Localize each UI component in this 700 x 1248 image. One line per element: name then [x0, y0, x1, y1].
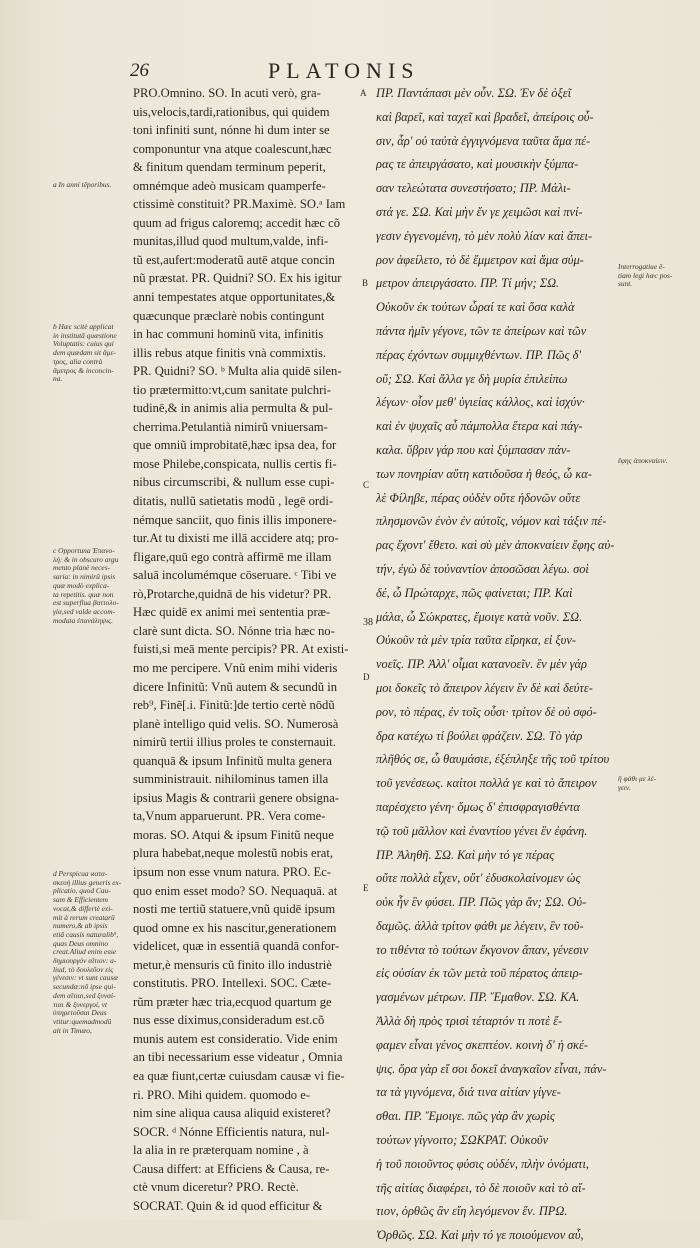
margin-note-line: tiam legi hæc pos- — [618, 270, 673, 280]
greek-line: πλῆθός σε, ὦ θαυμάσιε, ἐξέπληξε τῆς τοῦ τρίτου — [376, 752, 610, 767]
margin-note-line: γειν. — [618, 782, 632, 792]
latin-line: ctè vnum diceretur? PRO. Rectè. — [133, 1180, 299, 1195]
greek-line: τήν, ἐγὼ δὲ τοὐναντίον ἀποσῶσαι λέγω. σοὶ — [376, 561, 589, 576]
margin-note-line: quæ modò explica- — [53, 580, 110, 590]
margin-note-line: dem quædam sit ἄμε- — [53, 348, 116, 358]
margin-note-line: mit à rerum creatarū — [53, 912, 115, 922]
greek-line: τούτων γίγνοιτο; ΣΩΚΡΑΤ. Οὐκοῦν — [376, 1133, 549, 1148]
greek-line: στά γε. ΣΩ. Καὶ μὴν ἔν γε χειμῶσι καὶ πνί- — [376, 204, 583, 219]
greek-line: των πονηρίαν αὕτη κατιδοῦσα ἡ θεός, ὦ κα- — [376, 466, 592, 481]
margin-note-line: sunt. — [618, 279, 633, 289]
latin-line: mo me percipere. Vnũ enim mihi videris — [133, 660, 338, 675]
stephanus-number: 38 — [363, 617, 373, 628]
greek-line: καὶ βαρεῖ, καὶ ταχεῖ καὶ βραδεῖ, ἀπείροις οὖ- — [376, 109, 594, 124]
latin-line: tudinē,& in animis alia permulta & pul- — [133, 401, 333, 416]
latin-line: cherrima.Petulantià nimirũ vniuersam- — [133, 419, 328, 434]
latin-line: ea quæ fiunt,certæ cuiusdam causæ vi fie- — [133, 1068, 345, 1083]
greek-line: Ἀλλὰ δὴ πρὸς τρισὶ τέταρτόν τι ποτὲ ἔ- — [376, 1014, 563, 1029]
greek-line: δρα κατέχω τί βούλει φράζειν. ΣΩ. Τὸ γὰρ — [376, 728, 583, 743]
greek-line: τοῦ γενέσεως. καίτοι πολλά γε καὶ τὸ ἄπειρον — [376, 776, 597, 791]
latin-line: ipsum non esse vnum natura. PRO. Ec- — [133, 864, 331, 879]
latin-line: tũ est,aufert:moderatũ autē atque concin — [133, 252, 335, 267]
greek-line: παρέσχετο γένη· ὅμως δ' ἐπισφραγισθέντα — [376, 799, 580, 814]
latin-line: fligare,quū ego contrà affirmē me illam — [133, 549, 332, 564]
margin-note-line: plicatio, quod Cau- — [53, 886, 111, 896]
margin-note-line: ὑπηρετοῦσαι Deus — [53, 1008, 107, 1018]
greek-text-column — [376, 82, 616, 1248]
latin-line: Causa differt: at Efficiens & Causa, re- — [133, 1161, 330, 1176]
margin-note-line: vocat,& differtè exi- — [53, 903, 113, 913]
page-number: 26 — [130, 60, 149, 81]
greek-line: λὲ Φίληβε, πέρας οὐδὲν οὔτε ἡδονῶν οὔτε — [376, 490, 581, 505]
margin-note-line: ta repetitis. quæ non — [53, 589, 114, 599]
latin-line: toni infiniti sunt, nónne hi dum inter se — [133, 123, 330, 138]
greek-line: φαμεν εἶναι γένος σκεπτέον. κοινὴ δ' ἡ σκέ- — [376, 1037, 589, 1052]
greek-line: ρας ἔχοντ' ἔθετο. καὶ σὺ μὲν ἀποκναίειν ἔφης αὐ- — [376, 538, 615, 553]
latin-line: quum ad frigus caloremq; accedit hæc cõ — [133, 215, 341, 230]
latin-line: illis rebus atque finitis vnà commixtis. — [133, 345, 327, 360]
greek-line: ἡ τοῦ ποιοῦντος φύσις οὐδέν, πλὴν ὀνόματι, — [376, 1156, 589, 1171]
latin-line: mose Philebe,conspicata, nullis certis fi- — [133, 456, 337, 471]
margin-note-a — [53, 181, 111, 190]
greek-line: ρας τε ἀπειργάσατο, καὶ μουσικὴν ξύμπα- — [376, 157, 579, 172]
greek-line: εἰς οὐσίαν ἐκ τῶν μετὰ τοῦ πέρατος ἀπειρ- — [376, 966, 583, 981]
greek-line: ρον ἀφείλετο, τὸ δὲ ἔμμετρον καὶ ἅμα σύμ- — [376, 252, 584, 267]
latin-line: que omniũ improbitatē,hæc ipsa dea, for — [133, 438, 337, 453]
latin-line: saluā incolumémque cōseruare. ᶜ Tibi ve — [133, 568, 337, 583]
column-letter-c: C — [363, 480, 370, 490]
greek-line: το τιθέντα τὸ τούτων ἔκγονον ἅπαν, γένεσιν — [376, 942, 589, 957]
greek-line: μοι δοκεῖς τὸ ἄπειρον λέγειν ἓν δὲ καὶ δεύτε- — [376, 680, 593, 695]
greek-line: σιν, ἆρ' οὐ ταὐτὰ ἐγγιγνόμενα ταῦτα ἅμα πέ- — [376, 133, 591, 148]
latin-line: constitutis. PRO. Intellexi. SOC. Cæte- — [133, 976, 332, 991]
latin-line: uis,velocis,tardi,rationibus, qui quidem — [133, 104, 330, 119]
margin-note-line: σκευή illius generis ex- — [53, 877, 122, 887]
latin-line: nũ præstat. PR. Quidni? SO. Ex his igitur — [133, 271, 342, 286]
greek-line: σθαι. ΠΡ. Ἔμοιγε. πῶς γὰρ ἂν χωρὶς — [376, 1109, 555, 1124]
margin-note-line: dem αἴτιαι,sed ξυναί- — [53, 990, 116, 1000]
greek-line: γασμένων μέτρων. ΠΡ. Ἔμαθον. ΣΩ. ΚΑ. — [376, 990, 580, 1005]
greek-line: δέ, ὦ Πρώταρχε, πῶς φαίνεται; ΠΡ. Καὶ — [376, 585, 573, 600]
margin-note-line: modata ἐπανάληψις. — [53, 615, 114, 625]
latin-line: ta,Vnum apparuerunt. PR. Vera come- — [133, 809, 326, 824]
margin-note-line: liud, τὸ δουλεῦον εἰς — [53, 964, 114, 974]
latin-line: moras. SO. Atqui & ipsum Finitũ neque — [133, 827, 334, 842]
greek-line: οὔτε πολλὰ εἶχεν, οὔτ' ἐδυσκολαίνομεν ὡς — [376, 871, 581, 886]
margin-note-interrogative — [618, 263, 672, 289]
margin-note-line: Voluptatis: cuius qui — [53, 339, 114, 349]
margin-note-line: τιαι & ξυνεργοί, vt — [53, 999, 108, 1009]
column-letter-a: A — [360, 88, 367, 98]
greek-line: πλησμονῶν ἐνὸν ἐν αὐτοῖς, νόμον καὶ τάξιν πέ- — [376, 514, 607, 529]
margin-note-line: quas Deus omnino — [53, 938, 109, 948]
latin-line: quæcunque præclarè nobis contingunt — [133, 308, 325, 323]
greek-line: μάλα, ὦ Σώκρατες, ἔμοιγε κατὰ νοῦν. ΣΩ. — [376, 609, 583, 624]
greek-line: νοεῖς. ΠΡ. Ἀλλ' οἶμαι κατανοεῖν. ἓν μὲν γάρ — [376, 657, 587, 672]
margin-note-line: etiā causis naturalib⁹, — [53, 929, 119, 939]
margin-note-line: ἄμετρος & inconcin- — [53, 365, 114, 375]
latin-line: rò,Protarche,quidnā de his videtur? PR. — [133, 586, 332, 601]
latin-line: nus esse diximus,consideradum est.cõ — [133, 1013, 325, 1028]
greek-line: σαν τελεώτατα συνεστήσατο; ΠΡ. Μάλι- — [376, 181, 571, 196]
margin-note-line: est superflua βαττολο- — [53, 598, 119, 608]
greek-line: Οὐκοῦν τὰ μὲν τρία ταῦτα εἴρηκα, εἰ ξυν- — [376, 633, 576, 648]
latin-line: nosti me tertiũ statuere,vnũ quidē ipsum — [133, 902, 336, 917]
latin-line: ditatis, nullũ satietatis modũ , legē ordi- — [133, 494, 334, 509]
latin-line: sumministrauit. nihilominus tamen illa — [133, 772, 329, 787]
latin-line: nimirũ tertii illius proles te consternauit. — [133, 735, 336, 750]
margin-note-line: λή: & in obscuro argu — [53, 554, 119, 564]
greek-line: Οὐκοῦν ἐκ τούτων ὧραί τε καὶ ὅσα καλὰ — [376, 300, 575, 315]
latin-line: omnémque adeò musicam quamperfe- — [133, 178, 326, 193]
margin-note-d — [53, 870, 121, 1035]
greek-line: πάντα ἡμῖν γέγονε, τῶν τε ἀπείρων καὶ τῶν — [376, 323, 587, 338]
latin-line: Hæc quidē ex animi mei sententia præ- — [133, 605, 331, 620]
greek-line: γεσιν ἐγγενομένη, τὸ μὲν πολὺ λίαν καὶ ἄπει- — [376, 228, 593, 243]
greek-line: ΠΡ. Ἀληθῆ. ΣΩ. Καὶ μὴν τό γε πέρας — [376, 847, 555, 862]
latin-line: PR. Quidni? SO. ᵇ Multa alia quidē silen- — [133, 364, 342, 379]
margin-note-line: a In anni tēporibus. — [53, 180, 112, 189]
margin-note-line: τρος, alia contrà — [53, 356, 103, 366]
greek-line: τῆς αἰτίας διαφέρει, τὸ δὲ ποιοῦν καὶ τὸ αἴ- — [376, 1180, 586, 1195]
greek-line: μετρον ἀπειργάσατο. ΠΡ. Τί μήν; ΣΩ. — [376, 276, 560, 291]
latin-line: ri. PRO. Mihi quidem. quomodo e- — [133, 1087, 311, 1102]
latin-line: clarè sunt dicta. SO. Nónne tria hæc no- — [133, 623, 335, 638]
latin-line: munis autem est consideratio. Vide enim — [133, 1031, 338, 1046]
greek-line: τα τὰ γιγνόμενα, διά τινα αἰτίαν γίγνε- — [376, 1085, 561, 1100]
margin-note-b — [53, 323, 117, 384]
latin-line: la alia in re præterquam nomine , à — [133, 1143, 309, 1158]
running-title: PLATONIS — [268, 58, 420, 83]
latin-line: ipsius Magis & contrarii genere obsigna- — [133, 790, 340, 805]
latin-line: nibus circumscribi, & nullum esse cupi- — [133, 475, 335, 490]
margin-note-line: δημιουργόν αἴτιον: a- — [53, 956, 117, 966]
latin-line: quanquā & ipsum Infinitũ multa genera — [133, 753, 333, 768]
greek-line: ψις. ὅρα γὰρ εἴ σοι δοκεῖ ἀναγκαῖον εἶναι, πάν- — [376, 1061, 607, 1076]
margin-note-line: ἢ φάθι με λέ- — [618, 774, 657, 783]
column-letter-e: E — [363, 883, 369, 893]
greek-line: τῷ τοῦ μᾶλλον καὶ ἐναντίου γένει ἓν ἐφάνη. — [376, 823, 588, 838]
latin-line: tur.At tu dixisti me illā accidere atq; pro- — [133, 531, 339, 546]
latin-line: & finitum quendam terminum peperit, — [133, 160, 326, 175]
latin-translation-column — [133, 84, 365, 1215]
margin-note-line: na. — [53, 374, 63, 384]
greek-line: καλα. ὕβριν γάρ που καὶ ξύμπασαν πάν- — [376, 442, 571, 457]
greek-line: Ὀρθῶς. ΣΩ. Καὶ μὴν τό γε ποιούμενον αὖ, — [376, 1228, 584, 1243]
greek-line: πέρας ἐχόντων συμμιχθέντων. ΠΡ. Πῶς δ' — [376, 347, 582, 362]
column-letter-b: B — [362, 278, 369, 288]
latin-line: reb⁹, Finē[.i. Finitũ:]de tertio certè nōdũ — [133, 698, 335, 713]
margin-note-line: creat.Aliud enim esse — [53, 947, 117, 957]
margin-note-line: γία,sed valde accom- — [53, 606, 115, 616]
latin-line: ctissimè constituit? PR.Maximè. SO.ᵃ Iam — [133, 197, 346, 212]
greek-line: λέγων· οἷον μεθ' ὑγιείας κάλλος, καὶ ἰσχύν· — [376, 395, 585, 410]
latin-line: tio prætermitto:vt,cum sanitate pulchri- — [133, 382, 331, 397]
latin-line: planè intelligo quid velis. SO. Numerosà — [133, 716, 339, 731]
margin-note-line: c Opportuna Ἐπανο- — [53, 546, 115, 555]
margin-note-line: ait in Timæo, — [53, 1025, 92, 1035]
margin-note-line: saria: in nimirū ipsis — [53, 572, 116, 582]
latin-line: quod omne ex his nascitur,generationem — [133, 920, 337, 935]
latin-line: SOCR. ᵈ Nónne Efficientis natura, nul- — [133, 1124, 330, 1139]
margin-note-line: mento planè neces- — [53, 563, 111, 573]
greek-line: δαμῶς. ἀλλὰ τρίτον φάθι με λέγειν, ἓν τοῦ- — [376, 918, 584, 933]
latin-line: SOCRAT. Quin & id quod efficitur & — [133, 1198, 323, 1213]
margin-note-line: numero,& ab ipsis — [53, 921, 108, 931]
latin-line: munitas,illud quod multum,valde, infi- — [133, 234, 329, 249]
latin-line: dicere Infinitũ: Vnũ autem & secundũ in — [133, 679, 338, 694]
latin-line: rũm præter hæc tria,ecquod quartum ge — [133, 994, 332, 1009]
latin-line: componuntur vna atque coalescunt,hæc — [133, 141, 332, 156]
latin-line: quo enim esset modo? SO. Nequaquā. at — [133, 883, 338, 898]
margin-note-line: secundæ:nō ipse qui- — [53, 982, 116, 992]
margin-note-line: vtitur:quemadmodū — [53, 1016, 112, 1026]
margin-note-line: sam & Efficientem — [53, 895, 109, 905]
latin-line: in hac communi hominũ vita, infinitis — [133, 327, 324, 342]
margin-note-line: in institutā quæstione — [53, 330, 117, 340]
latin-line: metur,è mensuris cũ finito illo industriè — [133, 957, 332, 972]
margin-note-line: γένεσιν: vt sunt causæ — [53, 973, 119, 983]
latin-line: an tibi necessarium esse videatur , Omnia — [133, 1050, 343, 1065]
margin-note-line: d Perspicua ϰατα- — [53, 869, 108, 878]
latin-line: videlicet, quæ in essentiā quandā confor- — [133, 939, 340, 954]
margin-note-line: b Hæc scitè applicat — [53, 322, 114, 331]
column-letter-d: D — [363, 672, 370, 682]
latin-line: anni tempestates atque opportunitates,& — [133, 290, 336, 305]
greek-line: καὶ ἐν ψυχαῖς αὖ πάμπολλα ἕτερα καὶ πάγ- — [376, 419, 583, 434]
margin-note-variant-2 — [618, 775, 656, 792]
latin-line: PRO.Omnino. SO. In acuti verò, gra- — [133, 86, 321, 100]
greek-line: οὐκ ἦν ἓν φύσει. ΠΡ. Πῶς γὰρ ἄν; ΣΩ. Οὐ- — [376, 895, 587, 910]
greek-line: ΠΡ. Παντάπασι μὲν οὖν. ΣΩ. Ἐν δὲ ὀξεῖ — [376, 86, 572, 100]
margin-note-line: Interrogatiue ē- — [618, 262, 665, 271]
latin-line: fuisti,si meā mente percipis? PR. At existi- — [133, 642, 349, 657]
margin-note-variant-1 — [618, 457, 668, 466]
margin-note-line: ἔφης ἀποκναίειν. — [618, 456, 668, 465]
latin-line: nim sine aliqua causa aliquid existeret? — [133, 1106, 331, 1121]
latin-line: plura habebat,neque molestũ nobis erat, — [133, 846, 334, 861]
margin-note-c — [53, 547, 119, 625]
greek-line: ρον, τὸ πέρας, ἐν τοῖς οὖσι· τρίτον δὲ οὐ σφό- — [376, 704, 597, 719]
greek-line: τιον, ὀρθῶς ἂν εἴη λεγόμενον ἕν. ΠΡΩ. — [376, 1204, 568, 1219]
latin-line: némque sanciit, quo finis illis imponere- — [133, 512, 337, 527]
greek-line: οὔ; ΣΩ. Καὶ ἄλλα γε δὴ μυρία ἐπιλείπω — [376, 371, 568, 386]
